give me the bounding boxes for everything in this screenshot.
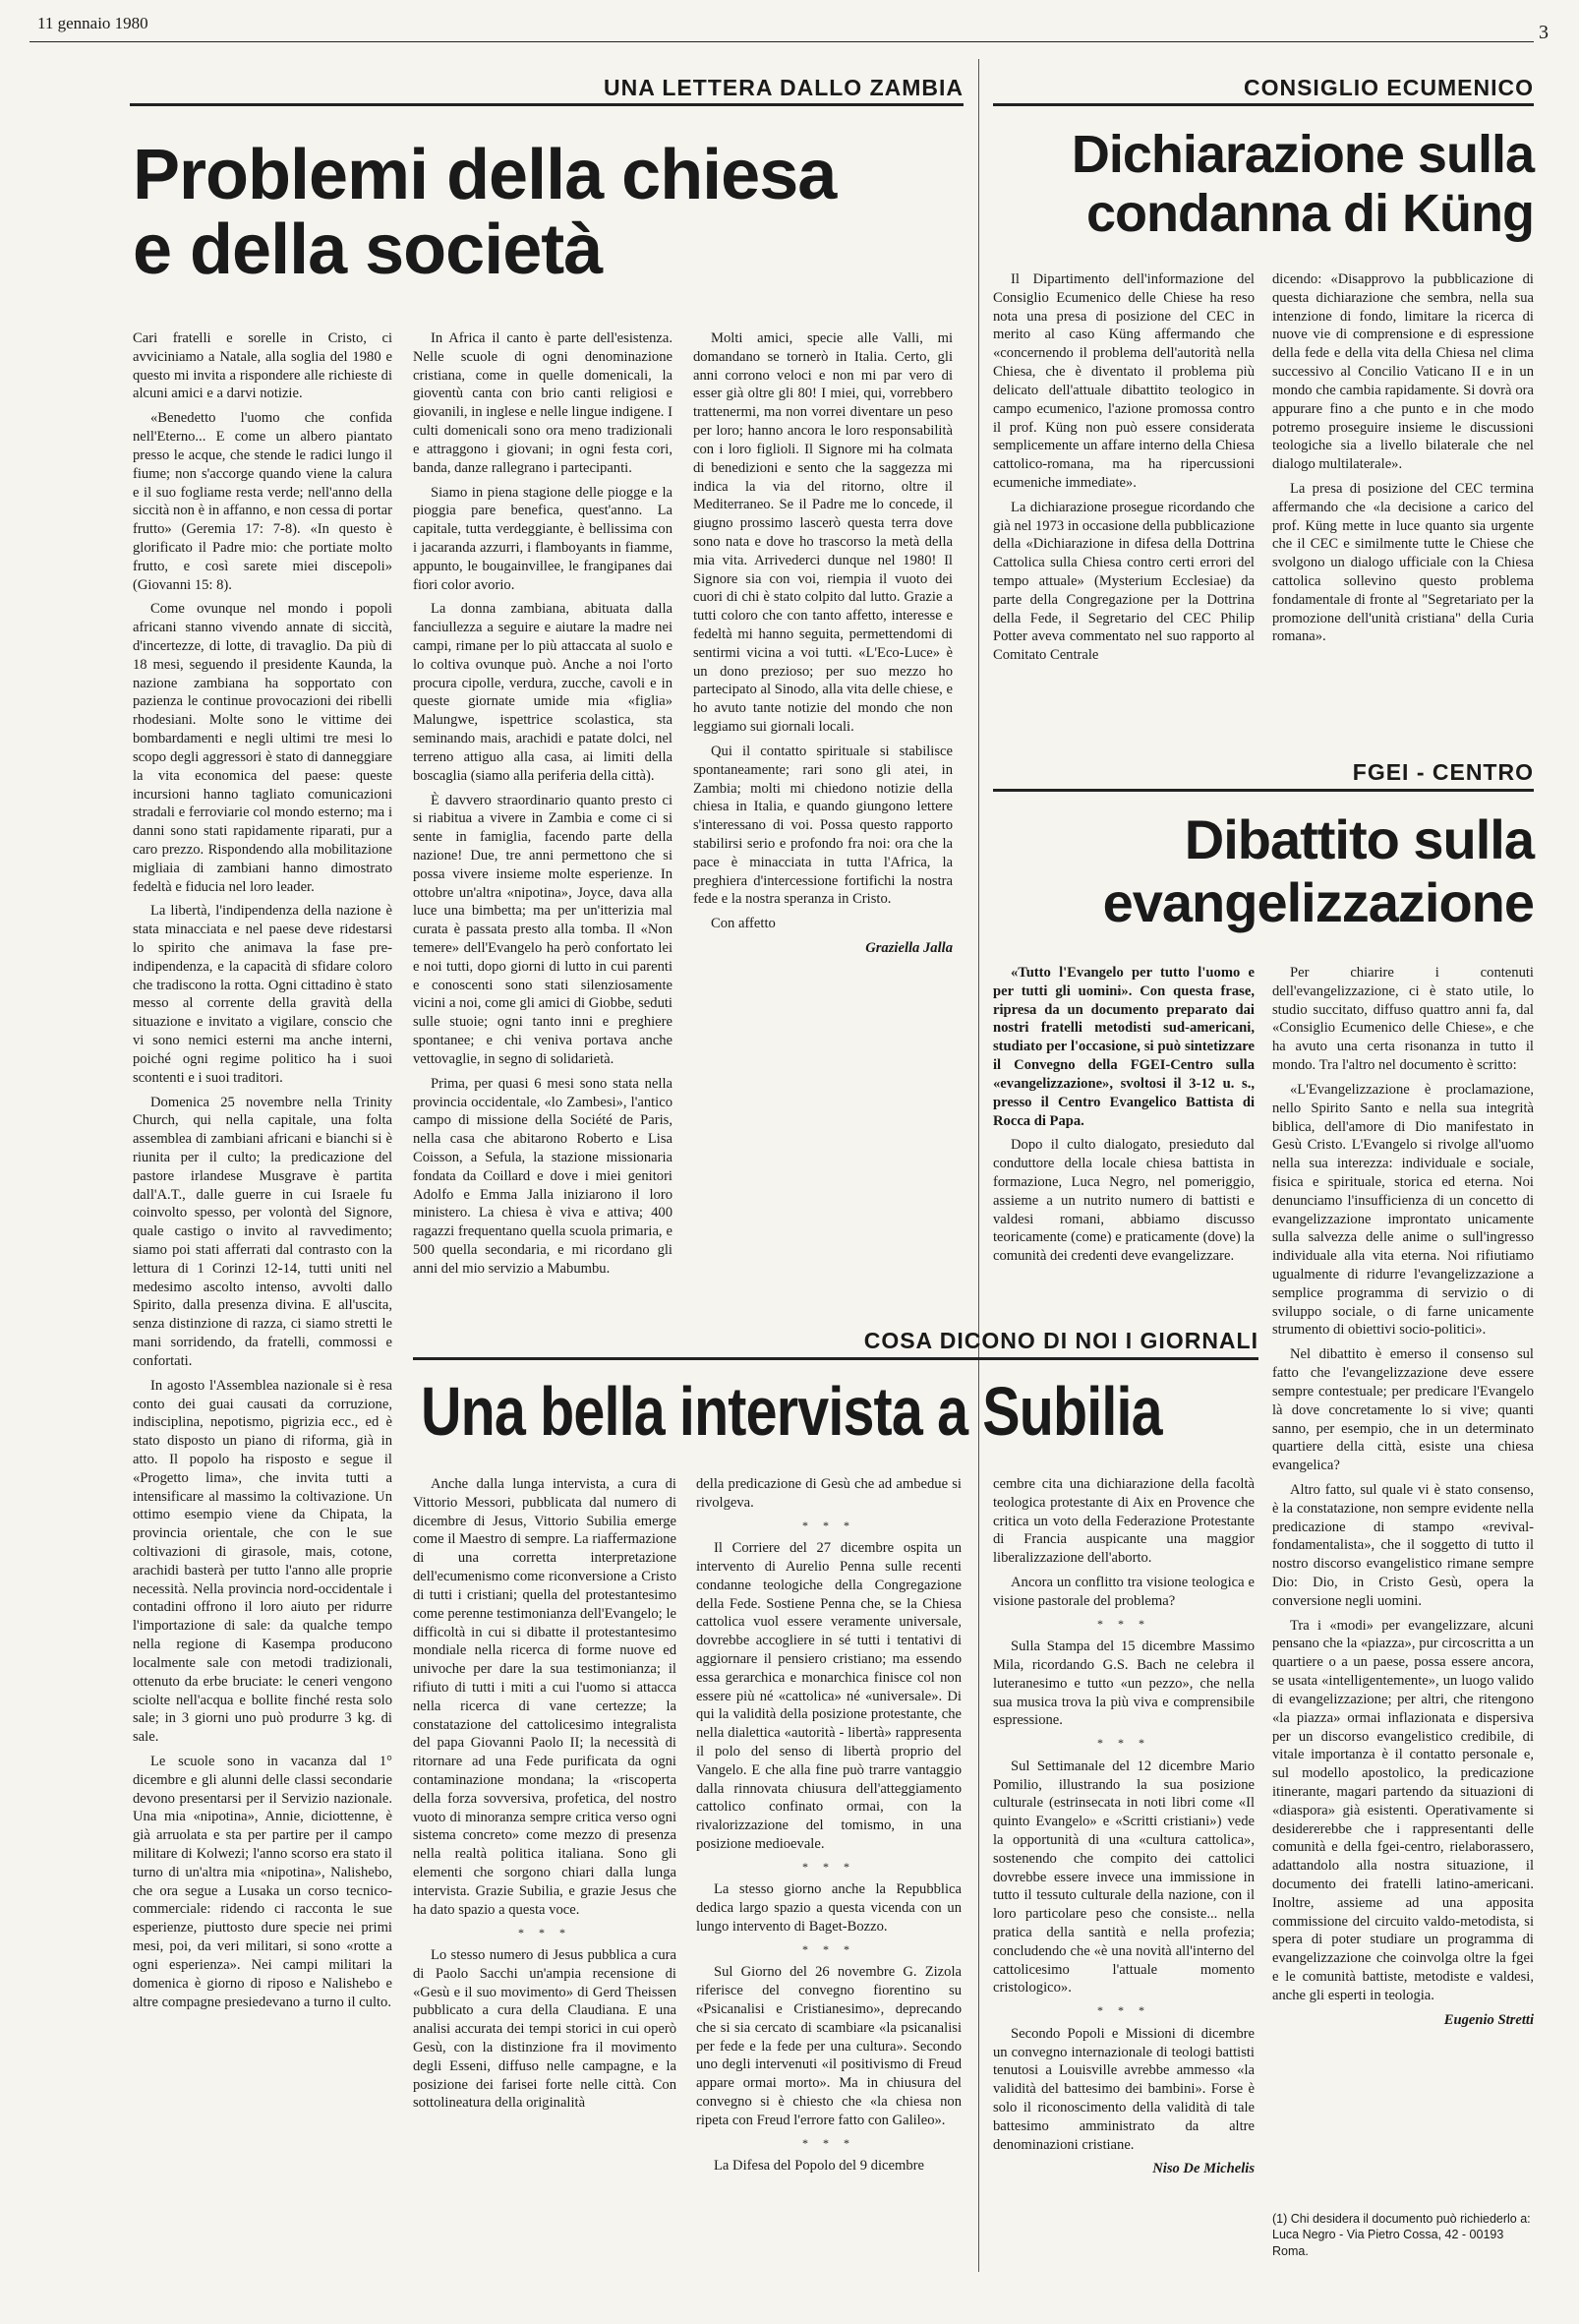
paragraph: cembre cita una dichiarazione della facoltà teologica protestante di Aix en Provence che critica un voto della Federazione Protestante di Francia auspicante una maggior liberalizzazione dell'aborto. [993, 1476, 1255, 1567]
paragraph: della predicazione di Gesù che ad ambedue si rivolgeva. [696, 1476, 962, 1511]
article1-signature: Graziella Jalla [865, 940, 953, 956]
article4-kicker: COSA DICONO DI NOI I GIORNALI [863, 1328, 1258, 1353]
paragraph: Cari fratelli e sorelle in Cristo, ci avviciniamo a Natale, alla soglia del 1980 e questo mi invita a rispondere alle richieste di alcuni amici e a darvi notizie. [133, 330, 392, 402]
paragraph: La donna zambiana, abituata dalla fanciullezza a seguire e aiutare la madre nei campi, rimane per lo più attaccata al suolo e lo coltiva ovunque può. Anche a noi l'orto procura cipolle, verdura, zucche, cavoli e in queste giornate umide mia «figlia» Malungwe, ispettrice scolastica, sta seminando mais, arachidi e patate dolci, nel terreno attiguo alla casa, ai limiti della boscaglia (siamo alla periferia della città). [413, 601, 673, 784]
article1-column3 [693, 329, 953, 1283]
article3-rule [993, 789, 1534, 792]
paragraph: Anche dalla lunga intervista, a cura di Vittorio Messori, pubblicata dal numero di dicembre di Jesus, Vittorio Subilia emerge come il Maestro di sempre. La riaffermazione di una corretta interpretazione dell'ecumenismo come riconversione a Cristo di tutti i cristiani; quella del protestantesimo come perenne testimonianza dell'Evangelo; le difficoltà in cui si dibatte il protestantesimo mondiale nella ricerca di forme nuove ed univoche per dare la sua testimonianza; il rifiuto di tutti i miti a cui l'uomo si attacca nella ricerca di vane certezze; la constatazione del cattolicesimo integralista del papa Giovanni Paolo II; la necessità di ritornare ad una Fede purificata da ogni contaminazione mondana; la «riscoperta della forza sovversiva, profetica, del nostro vuoto di minoranza sempre critica verso ogni sistema concreto» come mezzo di presenza nella realtà politica italiana. Sono gli elementi che sorgono chiari dalla lunga intervista. Grazie Subilia, e grazie Jesus che ha dato spazio a questa voce. [413, 1476, 676, 1918]
paragraph: Lo stesso numero di Jesus pubblica a cura di Paolo Sacchi un'ampia recensione di «Gesù e il suo movimento» di Gerd Theissen pubblicato a cura della Claudiana. E una analisi accurata dei tempi storici in cui operò Gesù, con la distinzione fra il movimento degli Esseni, diffuso nelle campagne, e la posizione dei farisei forte nelle città. Con sottolineatura della originalità [413, 1946, 676, 2112]
paragraph: «Benedetto l'uomo che confida nell'Eterno... E come un albero piantato presso le acque, che stende le radici lungo il fiume; non s'accorge quando viene la calura e il suo fogliame resta verde; nell'anno della siccità non è in affanno, e non cessa di portar frutto» (Geremia 17: 7-8). «In questo è glorificato il Padre mio: che portiate molto frutto, e così sarete miei discepoli» (Giovanni 15: 8). [133, 410, 392, 593]
paragraph: È davvero straordinario quanto presto ci si riabitua a vivere in Zambia e come ci si sente in famiglia, facendo parte della nazione! Due, tre anni permettono che si possa vivere insieme molte esperienze. In ottobre un'altra «nipotina», Joyce, dava alla luce una bimbetta; ma per un'itterizia mal curata è passata presto alla tomba. Il «Non temere» dell'Evangelo ha però confortato lei e noi tutti, dopo giorni di lutto in cui parenti e conoscenti sono stati silenziosamente vicini a noi, come gli amici di Giobbe, seduti sulle stuoie; ogni tanto inni e preghiere spontanee; e chi veniva portava anche vettovaglie, in segno di solidarietà. [413, 792, 673, 1067]
column-divider [978, 59, 979, 2272]
article4-rule [413, 1357, 1258, 1360]
paragraph: La stesso giorno anche la Repubblica dedica largo spazio a questa vicenda con un lungo intervento di Baget-Bozzo. [696, 1881, 962, 1935]
article2-headline-line1: Dichiarazione sulla [1071, 125, 1534, 184]
section-separator: * * * [1097, 1616, 1150, 1631]
paragraph: In agosto l'Assemblea nazionale si è resa conto dei guai causati da corruzione, indisciplina, nepotismo, pigrizia ecc., ed è stato disposto un piano di riforma, già in atto. Il popolo ha risposto e segue il «Progetto lima», che invita tutti a intensificare al massimo la coltivazione. Un ottimo esempio viene da Chipata, la provincia orientale, che con le sue coltivazioni di girasole, mais, cotone, arachidi basterà per tutto l'anno alle proprie necessità. Nella provincia nord-occidentale i contadini offrono il loro aiuto per ridurre l'importazione di sale: da qualche tempo nella regione di Kasempa producono localmente sale con metodi tradizionali, ottenuto da erbe bruciate: le ceneri vengono sciolte nell'acqua e bollite finché resta solo sale; in 3 giorni uno può produrre 3 kg. di sale. [133, 1377, 392, 1746]
article2-column1 [993, 270, 1255, 738]
paragraph: Qui il contatto spirituale si stabilisce spontaneamente; rari sono gli atei, in Zambia; molti mi chiedono notizie della chiesa in Italia, e quando giungono lettere s'interessano di voi. Possa questo rapporto stabilirsi serio e profondo fra noi: ora che la pace è minacciata in tutta l'Africa, la preghiera d'intercessione fortifichi la nostra fede e la nostra speranza in Cristo. [693, 743, 953, 908]
section-separator: * * * [802, 2135, 855, 2150]
article4-column2 [696, 1475, 962, 2282]
paragraph: In Africa il canto è parte dell'esistenza. Nelle scuole di ogni denominazione cristiana, come in quelle domenicali, la gioventù canta con brio canti religiosi e giovanili, in inglese e nelle lingue indigene. I culti domenicali sono ora meno tradizionali e attraggono i giovani; in ogni festa cori, banda, danze rallegrano i partecipanti. [413, 330, 673, 476]
paragraph: Molti amici, specie alle Valli, mi domandano se tornerò in Italia. Certo, gli anni corrono veloci e non mi par vero di esser già oltre gli 80! I miei, qui, vorrebbero trattenermi, ma non vorrei diventare un peso per loro; hanno ancora le loro responsabilità con i loro figlioli. Il Signore mi ha colmata di benedizioni e sento che la saggezza mi indica la via del ritorno, oltre il Mediterraneo. Se il Padre me lo concede, il giugno prossimo lascerò questa terra dove sono nata e dove ho trascorso la metà della mia vita. Arrivederci dunque nel 1980! Il Signore sia con voi, riempia il vuoto dei cuori di chi è stato colpito dal lutto. Grazie a tutti coloro che con tanto affetto, interesse e fedeltà mi hanno seguita, permettendomi di sentirmi vicina a voi tutti. «L'Eco-Luce» è un dono prezioso; per suo mezzo ho partecipato al Sinodo, alla vita delle chiese, e ho avuto tante notizie del mondo che non leggiamo sui giornali locali. [693, 330, 953, 736]
article4-signature: Niso De Michelis [1152, 2161, 1255, 2177]
article1-headline-line1: Problemi della chiesa [133, 136, 837, 214]
paragraph: Sul Settimanale del 12 dicembre Mario Pomilio, illustrando la sua posizione culturale (estrinsecata in noti libri come «Il quinto Evangelo» e «Scritti cristiani») vede la opportunità di una «cultura cattolica», sostenendo che compito dei cattolici dovrebbe essere invece una immissione in tutto il tessuto culturale della nazione, con il loro particolare peso che consiste... nella pratica della santità e nella profezia; concludendo che «è una novità all'interno del cattolicesimo l'attuale momento cristologico». [993, 1758, 1255, 1996]
section-separator: * * * [802, 1518, 855, 1532]
paragraph: Dopo il culto dialogato, presieduto dal conduttore della locale chiesa battista in formazione, Luca Negro, nel pomeriggio, assieme a un nutrito numero di battisti e valdesi romani, abbiamo discusso teoricamente (come) e praticamente (dove) la comunità dei credenti deve evangelizzare. [993, 1137, 1255, 1265]
article4-column1 [413, 1475, 676, 2282]
paragraph: Ancora un conflitto tra visione teologica e visione pastorale del problema? [993, 1575, 1255, 1609]
paragraph: Domenica 25 novembre nella Trinity Church, qui nella capitale, una folta assemblea di zambiani africani e bianchi si è riunita per il culto; la predicazione del pastore irlandese Musgrave è partita dall'A.T., dalle guerre in cui Israele fu coinvolto spesso, per volontà del Signore, quale castigo o invito al ravvedimento; siamo poi stati afferrati dal contrasto con la lettura di 1 Corinzi 12-14, tutti uniti nel medesimo ascolto intenso, avvolti dallo Spirito, dalla presenza divina. E all'uscita, senza distinzione di razza, ci siamo stretti le mani sorridendo, da fratelli, commossi e confortati. [133, 1094, 392, 1369]
paragraph: Altro fatto, sul quale vi è stato consenso, è la constatazione, non sempre evidente nella predicazione di stampo «revival-fondamentalista», che il soggetto di tutto il nostro discorso evangelistico rimane sempre Dio: Dio, in Cristo Gesù, opera la conversione negli uomini. [1272, 1481, 1534, 1609]
paragraph: Il Dipartimento dell'informazione del Consiglio Ecumenico delle Chiese ha reso nota una presa di posizione del CEC in merito al caso Küng affermando che «concernendo il problema dell'autorità nella Chiesa, che è diventato il problema più delicato dell'attuale dibattito teologico in campo ecumenico, l'azione promossa contro il prof. Küng non può essere considerata semplicemente un affare interno della Chiesa cattolico-romana, ma ha ripercussioni ecumeniche immediate». [993, 271, 1255, 491]
article3-headline-line1: Dibattito sulla [1184, 808, 1534, 870]
article3-kicker: FGEI - CENTRO [1352, 759, 1534, 785]
paragraph: «L'Evangelizzazione è proclamazione, nello Spirito Santo e nella sua integrità biblica, dell'amore di Dio manifestato in Gesù Cristo. L'Evangelo si rivolge all'uomo nella sua interezza: individuale e sociale, fisica e spirituale, storica ed eterna. Noi denunciamo l'insufficienza di un concetto di evangelizzazione improntato unicamente sulla salvezza delle anime o sull'ingresso individuale alla vita eterna. Noi rifiutiamo ugualmente di ridurre l'evangelizzazione a semplice programma di servizio o di sviluppo sociale, o di farne unicamente strumento di obiettivi socio-politici». [1272, 1081, 1534, 1339]
paragraph: Come ovunque nel mondo i popoli africani stanno vivendo annate di siccità, d'incertezze, di lotte, di travaglio. Da più di 18 mesi, seguendo il presidente Kaunda, la nazione zambiana ha sopportato con pazienza le continue provocazioni dei ribelli rhodesiani. Molte sono le vittime dei bombardamenti e negli ultimi tre mesi lo scopo degli aggressori è stato di danneggiare la vita economica del paese: queste incursioni hanno tagliato comunicazioni stradali e ferroviarie col mondo esterno; ma i danni sono stati rapidamente riparati, pur a caro prezzo. Rispondendo alla mobilitazione migliaia di zambiani hanno dimostrato fedeltà e fiducia nel loro leader. [133, 601, 392, 895]
article1-rule [130, 103, 964, 106]
top-rule [29, 41, 1534, 42]
paragraph: Con affetto [711, 916, 776, 932]
article1-headline-line2: e della società [133, 210, 603, 289]
paragraph: Siamo in piena stagione delle piogge e la pioggia pare benefica, quest'anno. La capitale, tutta verdeggiante, è bellissima con i jacaranda azzurri, i flamboyants in fiamme, appunto, le bougainvillee, le frangipanes dai fiori color avorio. [413, 484, 673, 593]
paragraph: «Tutto l'Evangelo per tutto l'uomo e per tutti gli uomini». Con questa frase, ripresa da un documento preparato dai nostri fratelli metodisti sud-americani, studiato per l'occasione, si può sintetizzare il Convegno della FGEI-Centro sulla «evangelizzazione», svoltosi il 3-12 u. s., presso il Centro Evangelico Battista di Rocca di Papa. [993, 965, 1255, 1129]
article1-column2 [413, 329, 673, 1283]
section-separator: * * * [518, 1925, 571, 1939]
paragraph: Sulla Stampa del 15 dicembre Massimo Mila, ricordando G.S. Bach ne celebra il luteranesimo e tutto «un pezzo», che nella sua musica trova la più viva e comprensibile espressione. [993, 1639, 1255, 1729]
paragraph: Prima, per quasi 6 mesi sono stata nella provincia occidentale, «lo Zambesi», l'antico campo di missione della Société de Paris, nella casa che abitarono Roberto e Lisa Coisson, a Sefula, la stazione missionaria fondata da Coillard e dove i miei genitori Adolfo e Emma Jalla iniziarono il loro ministero. La chiesa è viva e attiva; 400 ragazzi frequentano quella scuola primaria, e 500 quella secondaria, e mi ricordano gli anni del mio servizio a Mabumbu. [413, 1075, 673, 1277]
paragraph: Tra i «modi» per evangelizzare, alcuni pensano che la «piazza», pur circoscritta a un quartiere o a un paese, possa essere ancora, se usata «intelligentemente», un luogo valido di evangelizzazione; per altri, che ritengono «la piazza» ormai inflazionata e dispersiva per un discorso evangelistico credibile, di vitale importanza è il contatto personale e, sul modello apostolico, la predicazione itinerante, magari partendo da situazioni di «diaspora» già esistenti. Operativamente si desidererebbe che i rappresentanti delle comunità e della fgei-centro, rielaborassero, adattandolo alla nostra situazione, il documento dei fratelli latino-americani. Inoltre, assieme ad una apposita commissione del circuito valdo-metodista, si spera di poter studiare un programma di evangelizzazione che coinvolga oltre la fgei e le comunità battiste, metodiste e valdesi, anche gli esperti in teologia. [1272, 1617, 1534, 2003]
paragraph: La libertà, l'indipendenza della nazione è stata minacciata e nel paese deve ridestarsi lo spirito che animava la fase pre-indipendenza, e la capacità di sfidare coloro che tradiscono la rotta. Ogni cittadino è stato messo al corrente della gravità della situazione e invitato a vigilare, conscio che vi sono nemici esterni ma anche interni, poiché ogni regime politico ha i suoi scontenti e i suoi traditori. [133, 903, 392, 1086]
article4-column3 [993, 1475, 1255, 2282]
section-separator: * * * [802, 1859, 855, 1874]
article3-column2 [1272, 964, 1534, 2203]
paragraph: La presa di posizione del CEC termina affermando che «la decisione a carico del prof. Küng mette in luce quanto sia urgente che il CEC e similmente tutte le Chiese che svolgono un dialogo ufficiale con la Chiesa cattolica sollevino questo problema fondamentale di fronte al "Segretariato per la promozione dell'unità cristiana" della Curia romana». [1272, 480, 1534, 645]
article2-rule [993, 103, 1534, 106]
issue-date: 11 gennaio 1980 [37, 14, 148, 32]
article3-signature: Eugenio Stretti [1443, 2011, 1534, 2028]
paragraph: Nel dibattito è emerso il consenso sul fatto che l'evangelizzazione deve essere sempre contestuale; per predicare l'Evangelo là dove concretamente lo si vive; quanti sanno, per esempio, che in un determinato quartiere della città, esiste una chiesa evangelica? [1272, 1346, 1534, 1474]
article3-column1 [993, 964, 1255, 1279]
paragraph: Il Corriere del 27 dicembre ospita un intervento di Aurelio Penna sulle recenti condanne teologiche della Congregazione della Fede. Sostiene Penna che, se la Chiesa cattolica vuol essere veramente universale, dovrebbe accogliere in sé tutti i tentativi di aggiornare il pensiero cristiano; ma essendo essa gerarchica e monarchica finisce col non essere più né «cattolica» né «universale». Di qui la validità della posizione protestante, che nella dialettica «autorità - libertà» rappresenta il polo del senso di libertà proprio del Vangelo. E che alla fine può trarre vantaggio dalla rinnovata chiusura dell'atteggiamento cattolico confinato ormai, con la rivalorizzazione del tomismo, in una posizione medioevale. [696, 1540, 962, 1853]
paragraph: La dichiarazione prosegue ricordando che già nel 1973 in occasione della pubblicazione della «Dichiarazione in difesa della Dottrina Cattolica sulla Chiesa contro certi errori del tempo attuale» (Mysterium Ecclesiae) da parte della Congregazione per la Dottrina della Fede, il Segretario del CEC Philip Potter aveva commentato nel suo rapporto al Comitato Centrale [993, 499, 1255, 664]
paragraph: Secondo Popoli e Missioni di dicembre un convegno internazionale di teologi battisti tenutosi a Louisville avrebbe ammesso «la validità del battesimo dei bambini». Forse è solo il riconoscimento della validità di tale battesimo amministrato da altre denominazioni cristiane. [993, 2025, 1255, 2153]
section-separator: * * * [1097, 2003, 1150, 2018]
article2-headline-line2: condanna di Küng [1086, 184, 1534, 243]
article1-kicker: UNA LETTERA DALLO ZAMBIA [604, 75, 964, 100]
section-separator: * * * [802, 1941, 855, 1956]
paragraph: Per chiarire i contenuti dell'evangelizzazione, ci è stato utile, lo studio succitato, diffuso quattro anni fa, dal «Consiglio Ecumenico delle Chiese», e che ha avuto una certa risonanza in tutto il mondo. Tra l'altro nel documento è scritto: [1272, 965, 1534, 1074]
paragraph: Le scuole sono in vacanza dal 1° dicembre e gli alunni delle classi secondarie devono presentarsi per il Servizio nazionale. Una mia «nipotina», Annie, diciottenne, è già arruolata e sta per partire per il campo militare di Kolwezi; l'anno scorso era stato il turno di un'altra mia «nipotina», Nalishebo, che ora segue a Lusaka un corso tecnico-commerciale: ridendo ci racconta le sue esperienze, piuttosto dure specie nei primi mesi, poi, da veri militari, si sono «rotte a ogni esperienza». Nei campi militari la domenica è giorno di riposo e Nalishebo e altre compagne presiedevano a turno il culto. [133, 1753, 392, 2010]
paragraph: La Difesa del Popolo del 9 dicembre [714, 2158, 924, 2175]
section-separator: * * * [1097, 1736, 1150, 1751]
paragraph: Sul Giorno del 26 novembre G. Zizola riferisce del convegno fiorentino su «Psicanalisi e Cristianesimo», deprecando che si sia cercato di scambiare «la psicanalisi per fede e la fede per una cultura». Secondo uno degli intervenuti «il positivismo di Freud appare ormai morto». Ma in chiusura del convegno si è chiesto che «la chiesa non ripeta con Freud l'errore fatto con Galileo». [696, 1964, 962, 2128]
article3-headline-line2: evangelizzazione [1102, 871, 1534, 933]
article1-column1 [133, 329, 392, 2269]
article4-headline: Una bella intervista a Subilia [421, 1373, 1162, 1450]
article2-column2 [1272, 270, 1534, 738]
article3-footnote: (1) Chi desidera il documento può richiederlo a: Luca Negro - Via Pietro Cossa, 42 - 00193 Roma. [1272, 2212, 1531, 2258]
page-number: 3 [1539, 22, 1549, 43]
article2-kicker: CONSIGLIO ECUMENICO [1243, 75, 1534, 100]
paragraph: dicendo: «Disapprovo la pubblicazione di questa dichiarazione che sembra, nella sua intenzione di fondo, limitare la ricerca di nuove vie di comprensione e di espressione della fede e della vita della Chiesa nel clima successivo al Concilio Vaticano II e in un mondo che cambia rapidamente. Si dovrà ora appurare fino a che punto e in che modo potremo proseguire insieme le discussioni teologiche sia a livello bilaterale che nel dialogo multilaterale». [1272, 271, 1534, 473]
